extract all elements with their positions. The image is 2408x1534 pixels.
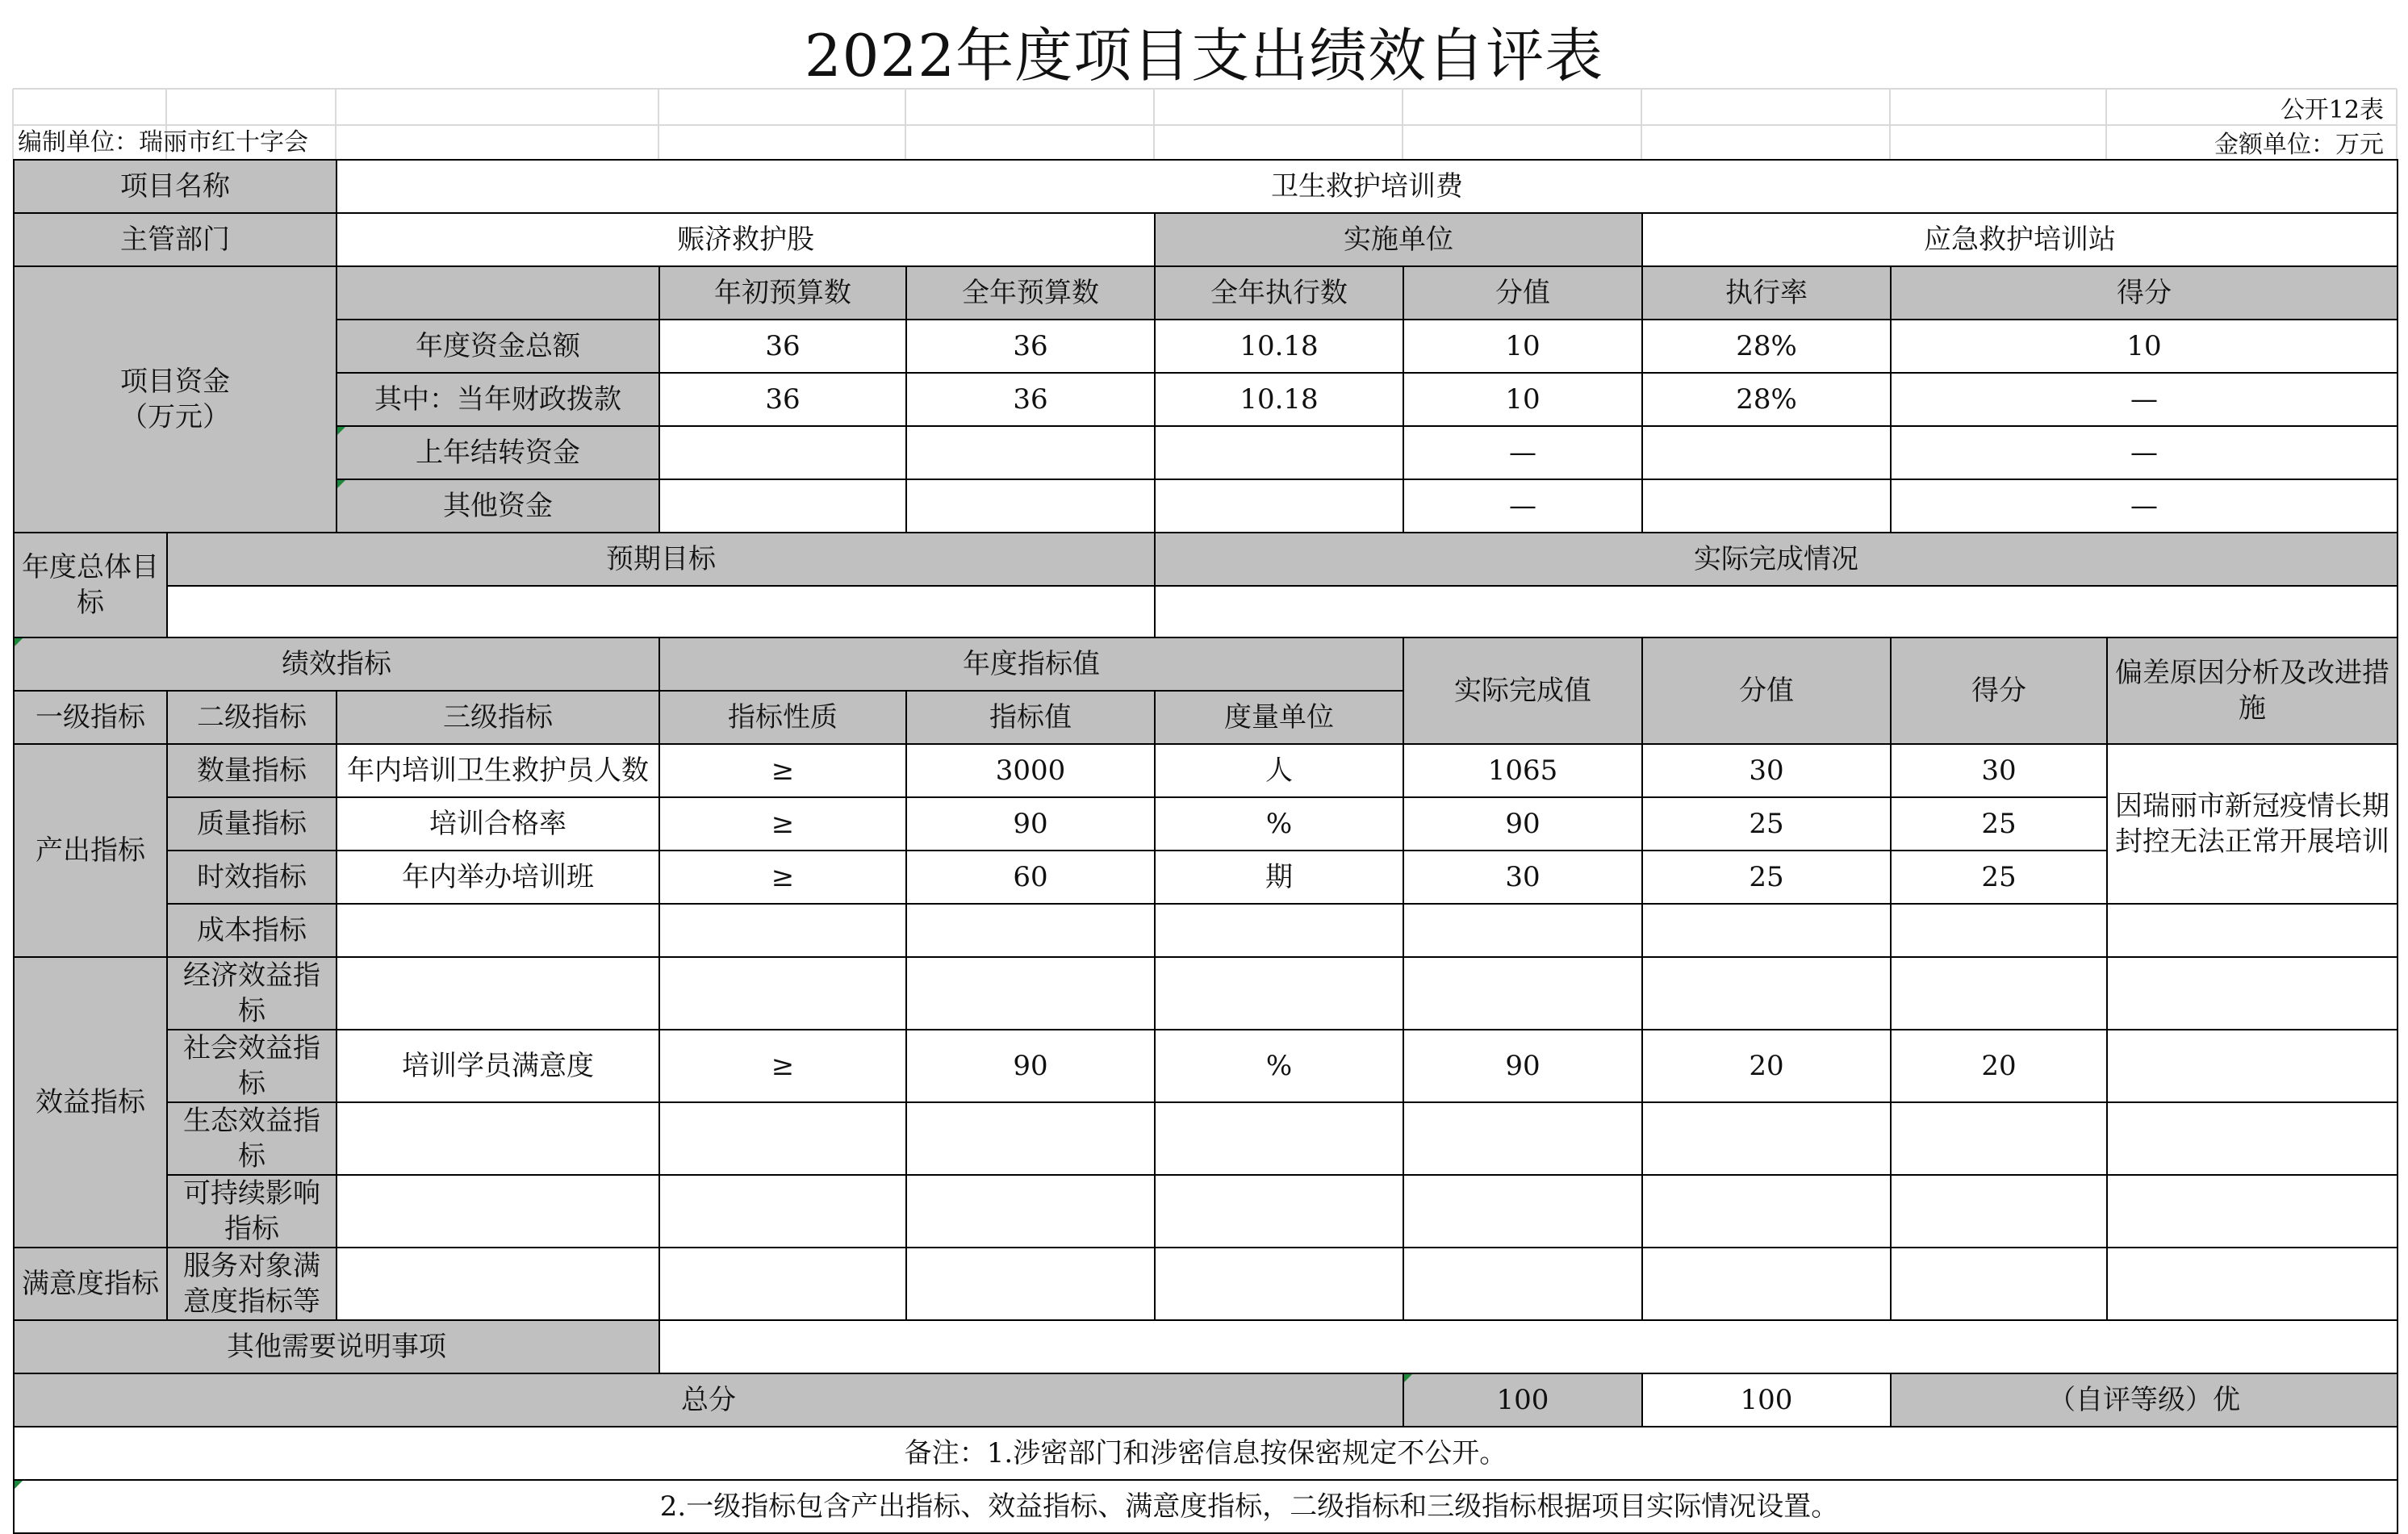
score-cell (1642, 1175, 1891, 1248)
funds-cell: — (1891, 426, 2398, 479)
level3-cell (337, 904, 659, 957)
level2-cell: 经济效益指标 (167, 957, 337, 1030)
indicator-row (14, 744, 2398, 797)
form-number: 公开12表 (2280, 96, 2384, 124)
nature-cell (659, 957, 906, 1030)
unit-cell: % (1155, 797, 1403, 851)
level2-cell: 质量指标 (167, 797, 337, 851)
got-cell: 20 (1891, 1030, 2107, 1102)
funds-header-score: 分值 (1403, 266, 1642, 320)
actual-cell (1403, 904, 1642, 957)
remark-1: 备注：1.涉密部门和涉密信息按保密规定不公开。 (14, 1427, 2398, 1480)
level3-cell: 年内培训卫生救护员人数 (337, 744, 659, 797)
funds-row (14, 373, 2398, 426)
indicator-row (14, 957, 2398, 1030)
funds-cell (1642, 426, 1891, 479)
funds-cell (659, 479, 906, 533)
nature-cell: ≥ (659, 744, 906, 797)
indicator-row (14, 1248, 2398, 1320)
col-level3: 三级指标 (337, 691, 659, 744)
level2-cell: 成本指标 (167, 904, 337, 957)
indicators-group-header: 绩效指标 (14, 637, 659, 691)
got-cell: 25 (1891, 851, 2107, 904)
got-cell (1891, 957, 2107, 1030)
unit-cell (1155, 957, 1403, 1030)
level3-cell (337, 1175, 659, 1248)
deviation-cell-empty (2107, 1102, 2398, 1175)
funds-cell: — (1891, 373, 2398, 426)
funds-cell (1155, 426, 1403, 479)
other-notes-label: 其他需要说明事项 (14, 1320, 659, 1373)
funds-header-initial: 年初预算数 (659, 266, 906, 320)
value-cell: 90 (906, 1030, 1155, 1102)
actual-cell (1403, 957, 1642, 1030)
annual-value-header: 年度指标值 (659, 637, 1403, 691)
got-cell (1891, 1175, 2107, 1248)
funds-cell: 36 (906, 320, 1155, 373)
funds-header-executed: 全年执行数 (1155, 266, 1403, 320)
col-nature: 指标性质 (659, 691, 906, 744)
actual-cell: 30 (1403, 851, 1642, 904)
level3-cell (337, 1248, 659, 1320)
score-cell: 25 (1642, 851, 1891, 904)
col-level1: 一级指标 (14, 691, 167, 744)
level2-cell: 生态效益指标 (167, 1102, 337, 1175)
score-cell (1642, 904, 1891, 957)
level2-cell: 数量指标 (167, 744, 337, 797)
expected-goal-header: 预期目标 (167, 533, 1155, 586)
funds-header-rate: 执行率 (1642, 266, 1891, 320)
funds-cell: — (1403, 479, 1642, 533)
nature-cell (659, 1102, 906, 1175)
col-value: 指标值 (906, 691, 1155, 744)
level2-cell: 时效指标 (167, 851, 337, 904)
nature-cell (659, 1175, 906, 1248)
indicator-row (14, 904, 2398, 957)
got-cell: 25 (1891, 797, 2107, 851)
indicator-row (14, 851, 2398, 904)
value-cell: 3000 (906, 744, 1155, 797)
funds-cell: 10.18 (1155, 373, 1403, 426)
score-header: 分值 (1642, 637, 1891, 744)
deviation-header: 偏差原因分析及改进措施 (2107, 637, 2398, 744)
score-cell: 30 (1642, 744, 1891, 797)
value-cell: 90 (906, 797, 1155, 851)
funds-cell: 10 (1403, 373, 1642, 426)
funds-cell: 28% (1642, 320, 1891, 373)
annual-goal-label: 年度总体目标 (14, 533, 167, 637)
score-cell (1642, 957, 1891, 1030)
funds-cell (1155, 479, 1403, 533)
deviation-cell: 因瑞丽市新冠疫情长期封控无法正常开展培训 (2107, 744, 2398, 904)
funds-cell: 10 (1403, 320, 1642, 373)
deviation-cell-empty (2107, 957, 2398, 1030)
funds-label (14, 266, 337, 533)
score-cell (1642, 1248, 1891, 1320)
got-cell (1891, 1248, 2107, 1320)
actual-cell: 90 (1403, 1030, 1642, 1102)
indicator-row (14, 1030, 2398, 1102)
funds-row-name: 其中：当年财政拨款 (337, 373, 659, 426)
funds-row (14, 320, 2398, 373)
level3-cell: 培训学员满意度 (337, 1030, 659, 1102)
value-cell (906, 1102, 1155, 1175)
got-cell: 30 (1891, 744, 2107, 797)
actual-cell: 1065 (1403, 744, 1642, 797)
value-cell (906, 957, 1155, 1030)
funds-header-got: 得分 (1891, 266, 2398, 320)
funds-cell (906, 426, 1155, 479)
score-cell (1642, 1102, 1891, 1175)
page-title: 2022年度项目支出绩效自评表 (804, 22, 1604, 90)
actual-cell (1403, 1175, 1642, 1248)
funds-cell: 36 (906, 373, 1155, 426)
nature-cell (659, 1248, 906, 1320)
funds-cell: 10.18 (1155, 320, 1403, 373)
level3-cell (337, 1102, 659, 1175)
total-got: 100 (1642, 1373, 1891, 1427)
score-cell: 20 (1642, 1030, 1891, 1102)
actual-cell (1403, 1248, 1642, 1320)
level1-output: 产出指标 (14, 744, 167, 957)
indicator-row (14, 1102, 2398, 1175)
other-notes-value (659, 1320, 2398, 1373)
funds-cell (906, 479, 1155, 533)
unit-cell (1155, 904, 1403, 957)
funds-cell: — (1891, 479, 2398, 533)
total-score: 100 (1403, 1373, 1642, 1427)
actual-status-value (1155, 586, 2398, 637)
actual-value-header: 实际完成值 (1403, 637, 1642, 744)
funds-row-name: 其他资金 (337, 479, 659, 533)
funds-cell (1642, 479, 1891, 533)
evaluation-table (13, 159, 2398, 1534)
actual-status-header: 实际完成情况 (1155, 533, 2398, 586)
deviation-cell-empty (2107, 1030, 2398, 1102)
nature-cell: ≥ (659, 851, 906, 904)
total-label: 总分 (14, 1373, 1403, 1427)
level1-benefit: 效益指标 (14, 957, 167, 1248)
funds-cell: 36 (659, 320, 906, 373)
nature-cell: ≥ (659, 1030, 906, 1102)
funds-cell: — (1403, 426, 1642, 479)
level1-satisfaction: 满意度指标 (14, 1248, 167, 1320)
unit-cell (1155, 1175, 1403, 1248)
impl-unit-value: 应急救护培训站 (1642, 213, 2398, 266)
self-grade: （自评等级）优 (1891, 1373, 2398, 1427)
got-cell (1891, 904, 2107, 957)
value-cell (906, 1175, 1155, 1248)
expected-goal-value (167, 586, 1155, 637)
actual-cell: 90 (1403, 797, 1642, 851)
funds-cell (659, 426, 906, 479)
funds-row-name: 上年结转资金 (337, 426, 659, 479)
deviation-cell-empty (2107, 1175, 2398, 1248)
unit-cell: 期 (1155, 851, 1403, 904)
impl-unit-label: 实施单位 (1155, 213, 1642, 266)
level3-cell: 培训合格率 (337, 797, 659, 851)
deviation-cell-empty (2107, 1248, 2398, 1320)
got-header: 得分 (1891, 637, 2107, 744)
level2-cell: 服务对象满意度指标等 (167, 1248, 337, 1320)
got-cell (1891, 1102, 2107, 1175)
funds-header-blank (337, 266, 659, 320)
funds-row-name: 年度资金总额 (337, 320, 659, 373)
score-cell: 25 (1642, 797, 1891, 851)
indicator-row (14, 1175, 2398, 1248)
level3-cell (337, 957, 659, 1030)
project-name-label: 项目名称 (14, 160, 337, 213)
level3-cell: 年内举办培训班 (337, 851, 659, 904)
value-cell (906, 1248, 1155, 1320)
dept-value: 赈济救护股 (337, 213, 1155, 266)
funds-row (14, 479, 2398, 533)
compiler-unit: 编制单位：瑞丽市红十字会 (18, 128, 308, 157)
funds-cell: 36 (659, 373, 906, 426)
nature-cell: ≥ (659, 797, 906, 851)
unit-cell (1155, 1248, 1403, 1320)
funds-header-annual: 全年预算数 (906, 266, 1155, 320)
funds-row (14, 426, 2398, 479)
col-level2: 二级指标 (167, 691, 337, 744)
nature-cell (659, 904, 906, 957)
funds-label-text: 项目资金（万元） (120, 366, 230, 433)
unit-cell: % (1155, 1030, 1403, 1102)
remark-2-text: 2.一级指标包含产出指标、效益指标、满意度指标，二级指标和三级指标根据项目实际情况设置。 (659, 1490, 1839, 1523)
unit-cell: 人 (1155, 744, 1403, 797)
actual-cell (1403, 1102, 1642, 1175)
col-unit: 度量单位 (1155, 691, 1403, 744)
funds-cell: 28% (1642, 373, 1891, 426)
level2-cell: 社会效益指标 (167, 1030, 337, 1102)
dept-label: 主管部门 (14, 213, 337, 266)
level2-cell: 可持续影响指标 (167, 1175, 337, 1248)
unit-cell (1155, 1102, 1403, 1175)
remark-2 (14, 1480, 2398, 1533)
value-cell: 60 (906, 851, 1155, 904)
value-cell (906, 904, 1155, 957)
deviation-cell-empty (2107, 904, 2398, 957)
project-name-value: 卫生救护培训费 (337, 160, 2398, 213)
amount-unit: 金额单位：万元 (2214, 131, 2384, 159)
indicator-row (14, 797, 2398, 851)
funds-cell: 10 (1891, 320, 2398, 373)
